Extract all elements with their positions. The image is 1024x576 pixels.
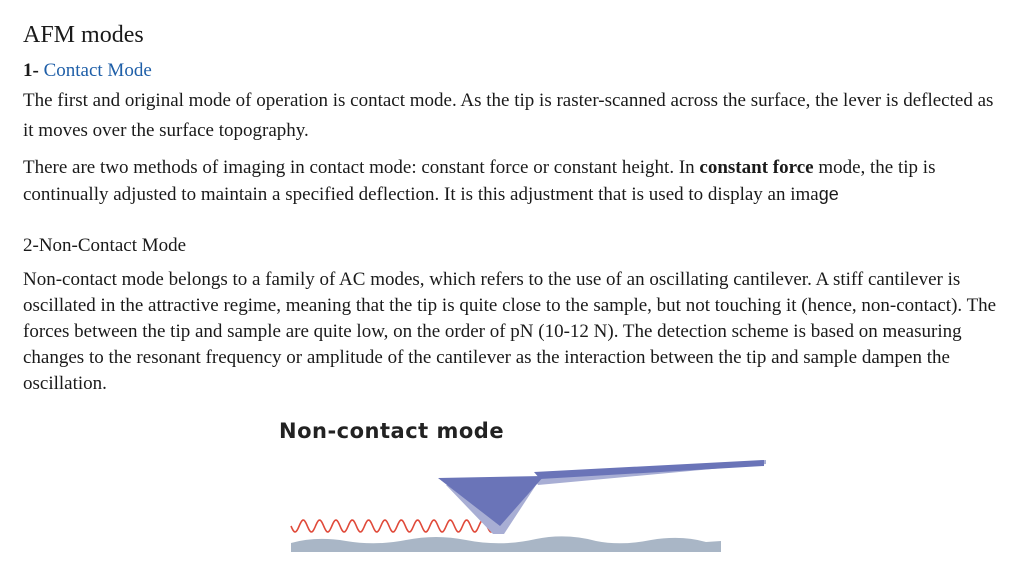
contact-mode-paragraph-2: [23, 155, 1008, 208]
oscillation-wave: [291, 520, 498, 532]
sample-surface: [291, 536, 721, 552]
figure-caption: Non-contact mode: [279, 419, 505, 443]
bold-term-constant-force: constant force: [699, 157, 814, 178]
non-contact-mode-figure: [276, 412, 776, 557]
section-non-contact-mode-heading: 2-Non-Contact Mode: [23, 235, 187, 256]
contact-mode-paragraph-1: The first and original mode of operation is contact mode. As the tip is raster-scanned across the surface, the lever is deflected as it moves over the surface topography.: [23, 90, 994, 141]
section-name: Contact Mode: [43, 60, 152, 81]
paragraph-text-tail: ge: [818, 184, 839, 204]
page-title: AFM modes: [23, 22, 144, 48]
paragraph-text: There are two methods of imaging in contact mode: constant force or constant height. In: [23, 157, 700, 178]
cantilever-tip: [438, 476, 544, 526]
section-contact-mode-heading: [23, 59, 152, 83]
section-number: 1-: [23, 60, 39, 81]
non-contact-mode-diagram: [276, 412, 776, 557]
non-contact-mode-paragraph: Non-contact mode belongs to a family of AC modes, which refers to the use of an oscillating cantilever. A stiff cantilever is oscillated in the attractive regime, meaning that the tip is quite close to the sample, but not touching it (hence, non-contact). The forces between the tip and sample are quite low, on the order of pN (10-12 N). The detection scheme is based on measuring changes to the resonant frequency or amplitude of the cantilever as the interaction between the tip and sample dampen the oscillation.: [23, 269, 997, 394]
cantilever-arm: [534, 460, 764, 479]
paragraph-text: mode, the tip is continually adjusted to maintain a specified deflection. It is this adjustment that is used to display an ima: [23, 157, 936, 205]
